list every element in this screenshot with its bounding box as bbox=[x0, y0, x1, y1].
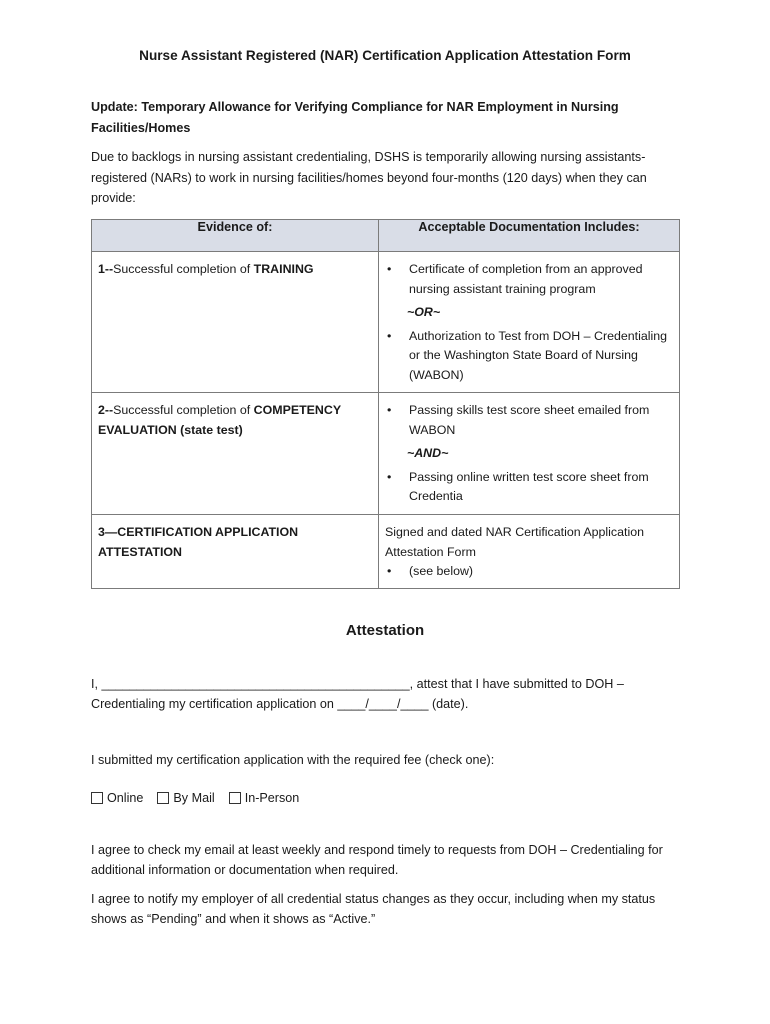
checkbox-icon[interactable] bbox=[91, 792, 103, 804]
attestation-date-line[interactable]: Credentialing my certification application on ____/____/____ (date). bbox=[91, 697, 469, 711]
option-label: In-Person bbox=[244, 791, 300, 805]
doc-item-text: Passing online written test score sheet from Credentia bbox=[409, 469, 649, 503]
table-header-row bbox=[92, 220, 680, 252]
table-header-evidence: Evidence of: bbox=[92, 220, 379, 252]
evidence-table bbox=[91, 219, 680, 589]
option-label: By Mail bbox=[173, 791, 215, 805]
bullet-icon: • bbox=[387, 564, 392, 578]
evidence-text: Successful completion of bbox=[113, 262, 254, 276]
update-heading: Update: Temporary Allowance for Verifying Compliance for NAR Employment in Nursing Facilities/Homes bbox=[91, 100, 619, 135]
doc-item-text: Certificate of completion from an approved nursing assistant training program bbox=[409, 262, 643, 296]
doc-item-text: Signed and dated NAR Certification Application Attestation Form bbox=[385, 525, 644, 559]
bullet-icon: • bbox=[387, 328, 392, 343]
documentation-cell bbox=[379, 252, 680, 393]
evidence-cell bbox=[92, 393, 379, 515]
bullet-icon: • bbox=[387, 469, 392, 484]
evidence-cell bbox=[92, 515, 379, 589]
connector-or: ~OR~ bbox=[407, 305, 441, 319]
doc-item-text: (see below) bbox=[409, 564, 474, 578]
evidence-text: Successful completion of bbox=[113, 403, 254, 417]
connector-and: ~AND~ bbox=[407, 446, 449, 460]
submission-method-options bbox=[91, 788, 679, 808]
option-in-person-checkbox[interactable] bbox=[229, 788, 300, 808]
documentation-cell bbox=[379, 393, 680, 515]
list-item bbox=[385, 260, 673, 299]
notify-agreement: I agree to notify my employer of all credential status changes as they occur, including when my status shows as “Pending” and when it shows as “Active.” bbox=[91, 892, 656, 926]
option-online-checkbox[interactable] bbox=[91, 788, 143, 808]
attestation-heading: Attestation bbox=[345, 622, 425, 639]
documentation-cell bbox=[379, 515, 680, 589]
bullet-icon: • bbox=[387, 403, 392, 417]
attestation-statement bbox=[91, 674, 679, 714]
list-item bbox=[385, 327, 673, 386]
table-header-documentation: Acceptable Documentation Includes: bbox=[379, 220, 680, 252]
email-agreement: I agree to check my email at least weekly and respond timely to requests from DOH – Credentialing for additional information or documentation when required. bbox=[91, 843, 663, 877]
evidence-bold: COMPETENCY EVALUATION (state test) bbox=[98, 403, 341, 437]
option-by-mail-checkbox[interactable] bbox=[157, 788, 214, 808]
row-number: 2-- bbox=[98, 403, 114, 417]
row-number: 1-- bbox=[98, 262, 114, 276]
checkbox-icon[interactable] bbox=[229, 792, 241, 804]
table-row bbox=[92, 515, 680, 589]
table-row bbox=[92, 393, 680, 515]
doc-item-text: Passing skills test score sheet emailed from WABON bbox=[409, 403, 650, 437]
list-item bbox=[385, 562, 673, 582]
fee-prompt: I submitted my certification application with the required fee (check one): bbox=[91, 753, 495, 767]
bullet-icon: • bbox=[387, 262, 392, 276]
checkbox-icon[interactable] bbox=[157, 792, 169, 804]
option-label: Online bbox=[107, 791, 144, 805]
attestation-name-line[interactable]: I, ____________________________________________, attest that I have submitted to DOH – bbox=[91, 677, 624, 691]
table-row bbox=[92, 252, 680, 393]
evidence-cell bbox=[92, 252, 379, 393]
doc-item-text: Authorization to Test from DOH – Credentialing or the Washington State Board of Nursing (WABON) bbox=[409, 328, 668, 382]
list-item bbox=[385, 401, 673, 440]
list-item bbox=[385, 468, 673, 507]
evidence-bold: 3—CERTIFICATION APPLICATION ATTESTATION bbox=[98, 525, 299, 559]
evidence-bold: TRAINING bbox=[253, 262, 314, 276]
intro-paragraph: Due to backlogs in nursing assistant credentialing, DSHS is temporarily allowing nursing assistants-registered (NARs) to work in nursing facilities/homes beyond four-months (120 days) when they can provide: bbox=[91, 150, 647, 205]
page-title: Nurse Assistant Registered (NAR) Certification Application Attestation Form bbox=[139, 48, 631, 63]
